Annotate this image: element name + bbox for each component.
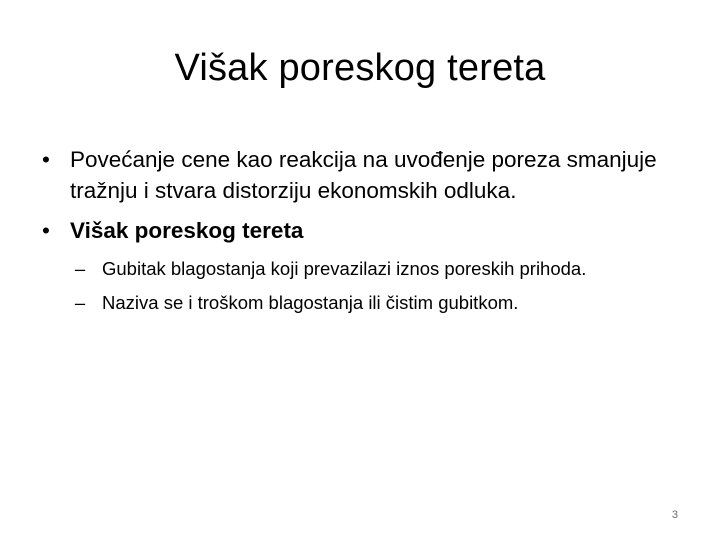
bullet-marker: • [42, 147, 50, 172]
slide-title: Višak poreskog tereta [174, 47, 546, 89]
sub-bullet-text: Gubitak blagostanja koji prevazilazi iznos poreskih prihoda. [102, 258, 587, 279]
bullet-text: Povećanje cene kao reakcija na uvođenje poreza smanjuje tražnju i stvara distorziju ekonomskih odluka. [70, 147, 657, 203]
sub-bullet-item [36, 289, 686, 317]
sub-bullet-list [36, 255, 686, 317]
sub-bullet-marker: – [74, 258, 86, 279]
page-number: 3 [671, 509, 678, 521]
bullet-item [36, 215, 686, 246]
sub-bullet-text: Naziva se i troškom blagostanja ili čistim gubitkom. [102, 292, 519, 313]
slide-body [36, 144, 686, 323]
bullet-marker: • [42, 218, 50, 243]
bullet-item [36, 144, 686, 206]
sub-bullet-marker: – [74, 292, 86, 313]
bullet-text: Višak poreskog tereta [70, 218, 304, 243]
sub-bullet-item [36, 255, 686, 283]
